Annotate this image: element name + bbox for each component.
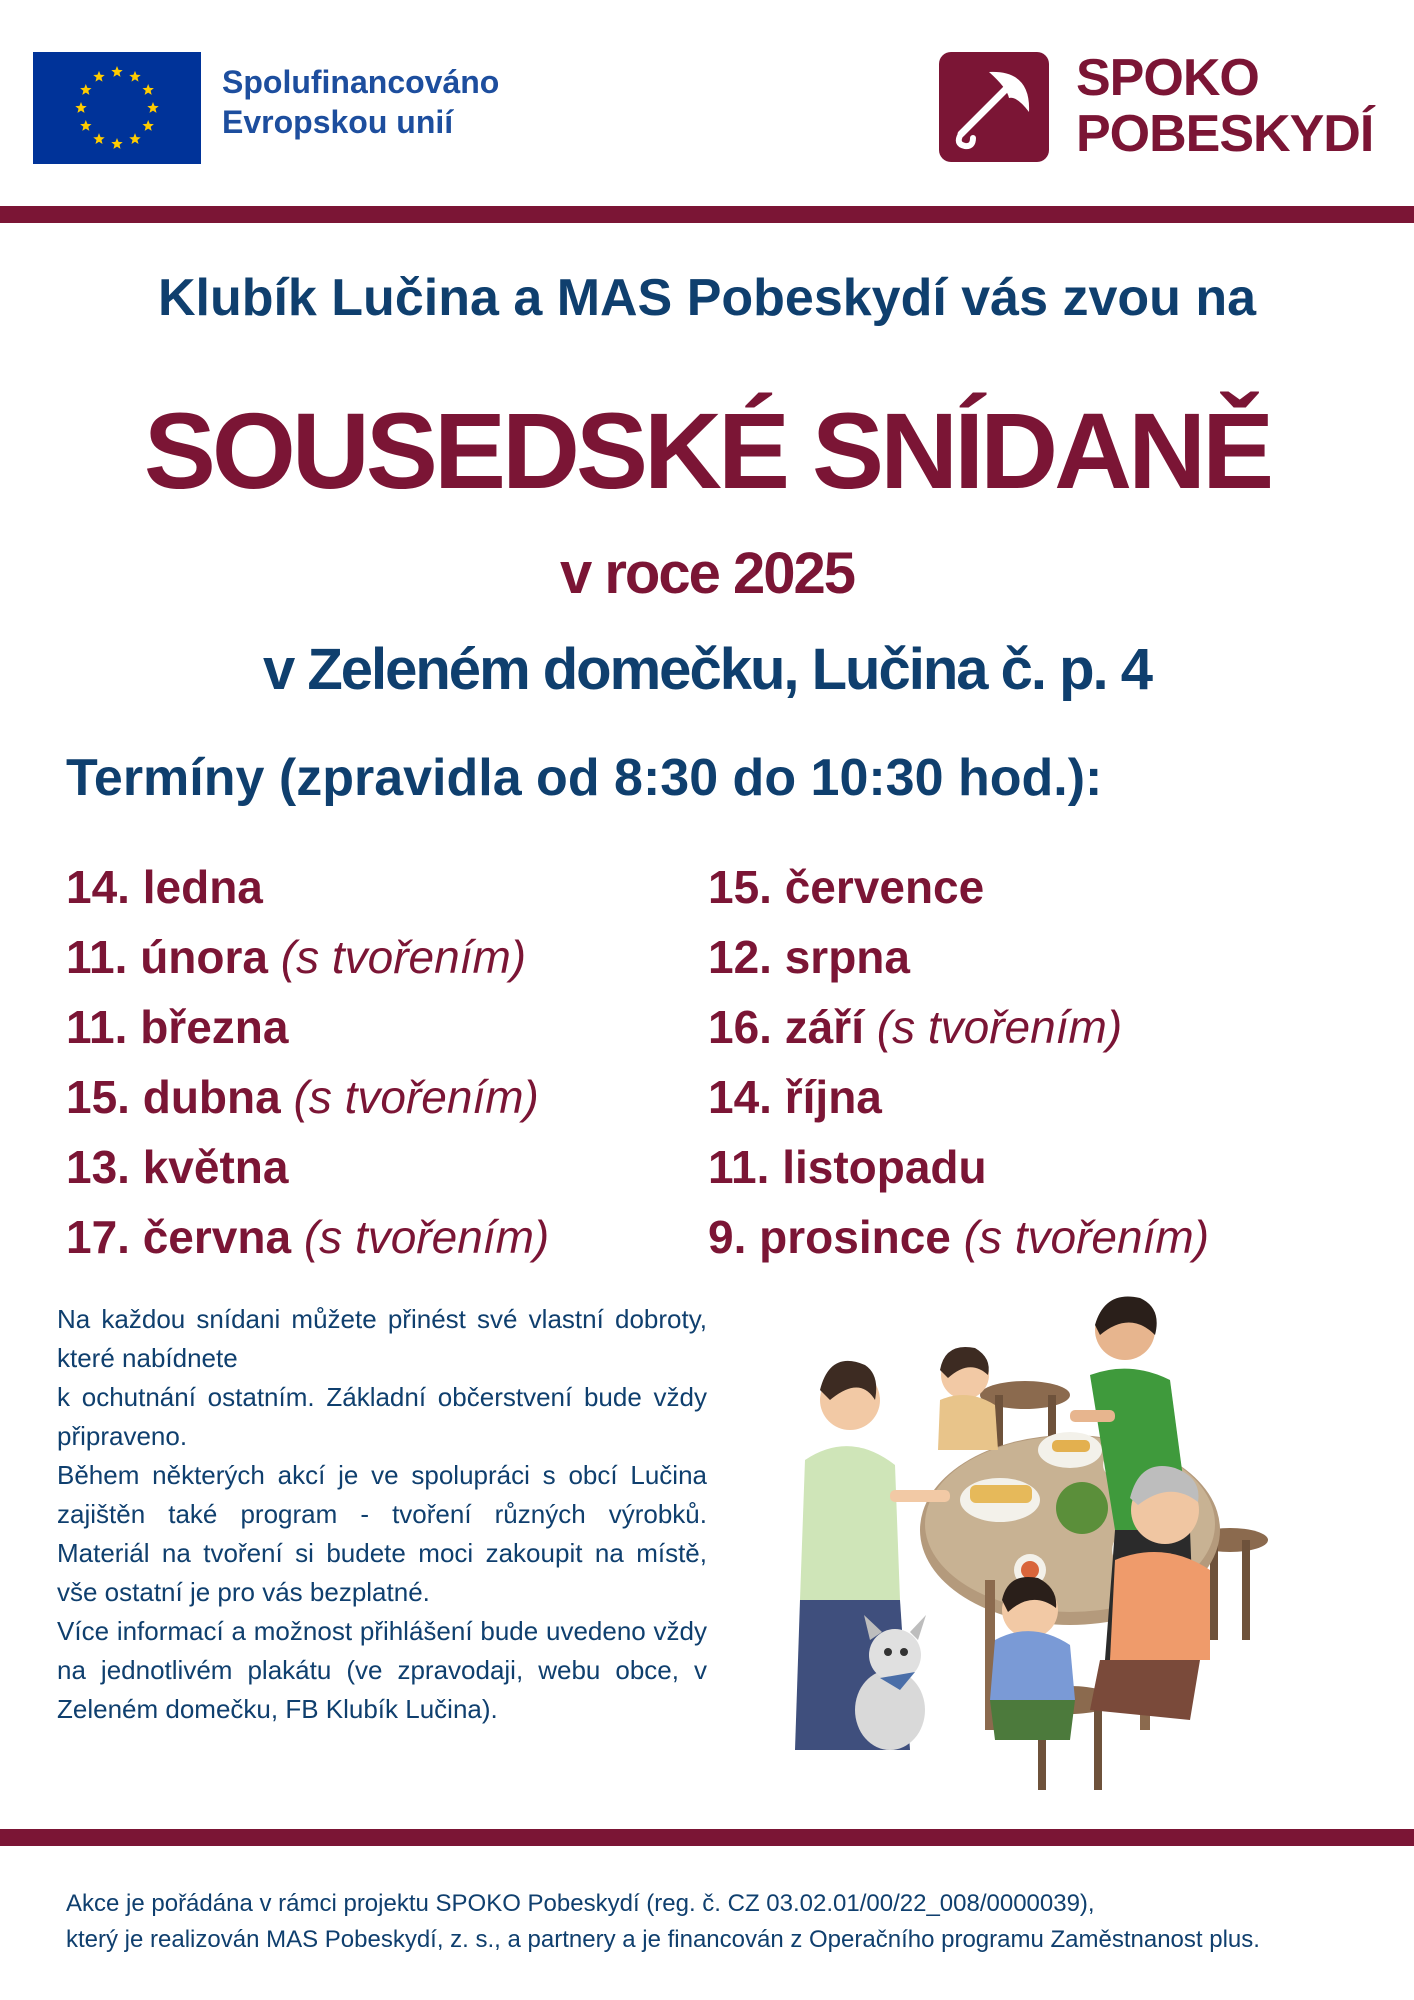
info-paragraph: Během některých akcí je ve spolupráci s obcí Lučina zajištěn také program - tvoření různých výrobků. Materiál na tvoření si budete moci zakoupit na místě, vše ostatní je pro vás bezplatné. — [57, 1460, 707, 1607]
footer-note — [66, 1886, 1260, 1958]
date-item: 16. září (s tvořením) — [708, 1001, 1123, 1053]
date-item: 11. listopadu — [708, 1141, 987, 1193]
date-item: 13. května — [66, 1141, 289, 1193]
date-item: 15. dubna (s tvořením) — [66, 1071, 539, 1123]
spoko-brand-text — [1076, 50, 1373, 162]
eu-star-icon — [80, 84, 91, 95]
eu-line-2: Evropskou unií — [222, 104, 454, 140]
footer-line-2: který je realizován MAS Pobeskydí, z. s., a partnery a je financován z Operačního programu Zaměstnanost plus. — [66, 1926, 1260, 1953]
eu-star-icon — [129, 133, 140, 144]
date-item: 15. července — [708, 861, 985, 913]
family-breakfast-illustration — [770, 1280, 1290, 1800]
info-paragraph: Na každou snídani můžete přinést své vlastní dobroty, které nabídnete — [57, 1304, 707, 1373]
info-text — [57, 1300, 707, 1729]
eu-cofunding-text — [222, 62, 499, 142]
date-item: 12. srpna — [708, 931, 910, 983]
eu-star-icon — [111, 66, 122, 77]
spoko-umbrella-logo — [939, 52, 1049, 162]
eu-star-icon — [129, 71, 140, 82]
spoko-line-1: SPOKO — [1076, 49, 1259, 107]
invite-line: Klubík Lučina a MAS Pobeskydí vás zvou na — [157, 269, 1257, 327]
eu-star-icon — [111, 138, 122, 149]
eu-star-icon — [147, 102, 158, 113]
eu-star-icon — [142, 84, 153, 95]
family-breakfast-icon — [770, 1280, 1290, 1800]
date-item: 11. února (s tvořením) — [66, 931, 527, 983]
dates-column-left — [66, 852, 549, 1272]
eu-star-icon — [75, 102, 86, 113]
eu-star-icon — [142, 120, 153, 131]
dates-column-right — [708, 852, 1209, 1272]
date-item: 17. června (s tvořením) — [66, 1211, 550, 1263]
eu-star-icon — [93, 133, 104, 144]
event-title: SOUSEDSKÉ SNÍDANĚ — [143, 390, 1271, 511]
date-item: 14. ledna — [66, 861, 263, 913]
eu-flag-logo — [33, 52, 201, 164]
eu-line-1: Spolufinancováno — [222, 64, 500, 100]
footer-line-1: Akce je pořádána v rámci projektu SPOKO Pobeskydí (reg. č. CZ 03.02.01/00/22_008/0000039), — [66, 1890, 1095, 1917]
date-item: 14. října — [708, 1071, 882, 1123]
top-divider — [0, 206, 1414, 223]
bottom-divider — [0, 1829, 1414, 1846]
date-item: 9. prosince (s tvořením) — [708, 1211, 1210, 1263]
info-paragraph: k ochutnání ostatním. Základní občerstvení bude vždy připraveno. — [57, 1382, 707, 1451]
event-year: v roce 2025 — [559, 541, 855, 606]
umbrella-icon — [939, 52, 1049, 162]
eu-star-icon — [93, 71, 104, 82]
dates-heading: Termíny (zpravidla od 8:30 do 10:30 hod.): — [66, 749, 1103, 807]
eu-stars-icon — [33, 52, 201, 164]
spoko-line-2: POBESKYDÍ — [1076, 105, 1374, 163]
info-paragraph: Více informací a možnost přihlášení bude uvedeno vždy na jednotlivém plakátu (ve zpravodaji, webu obce, v Zeleném domečku, FB Klubík Lučina). — [57, 1616, 707, 1724]
event-place: v Zeleném domečku, Lučina č. p. 4 — [262, 637, 1152, 702]
eu-star-icon — [80, 120, 91, 131]
date-item: 11. března — [66, 1001, 289, 1053]
